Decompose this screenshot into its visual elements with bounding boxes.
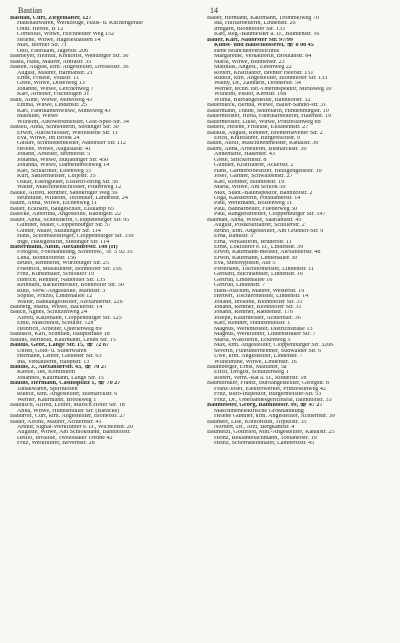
directory-subentry: Brunhilde, Wilhelm, Techniker, Landesstr. 24	[17, 195, 128, 201]
directory-entry: Baukus, August, Rentner, Bremerhavener Str. 2	[207, 130, 323, 136]
directory-subentry: Haushaltwaren, Werkzeuge, Haus- u. Küchengeräte	[17, 21, 143, 27]
directory-subentry: Kunst- und Bauschlosserei, ☏ 8 08 45	[214, 43, 314, 49]
directory-subentry: Maria, Witwe, Am Schloß 50	[214, 185, 286, 191]
directory-subentry: Fritz, Werkführer, Bevernstr. 28	[17, 441, 95, 447]
directory-subentry: Ferdinand, Tischlermeister, Lindenstr. 11	[214, 266, 315, 272]
directory-entry: Baudis, J., Alexanderstr. 43, ☏ 70 27	[10, 365, 107, 370]
directory-subentry: Matthias, Angest., Elbenweg 22	[214, 65, 292, 71]
directory-subentry: Inge, Hausgehilfin, Stedinger Str. 114	[17, 239, 110, 245]
directory-subentry: Hans-Joachim, Maurer, Westerstr. 19	[214, 288, 305, 294]
directory-subentry: Erich, Drogist, Schützenweg 1	[214, 370, 289, 376]
directory-subentry: Joseph, Kaufmeister, Achternstr. 36	[214, 315, 301, 321]
directory-subentry: Wilhelm, Pastor, Kernstr. 168	[214, 92, 287, 98]
directory-subentry: Ida, Hilfsarbeiterin, Lindenstr. 26	[214, 21, 296, 27]
directory-entry: Bastian, Curt, Ziegelhalter, 127	[10, 16, 92, 21]
directory-subentry: Helene, Witwe, Hageleshausen 14	[17, 37, 101, 43]
directory-subentry: Karl, Schlachter, Eibenweg 55	[17, 168, 92, 174]
directory-subentry: Bruno, kfm. Angestellter, Am Grünhof-Str. 9	[214, 228, 324, 234]
left-column	[10, 16, 196, 447]
directory-subentry: Kaffee, Tee, Konfitüren	[17, 370, 75, 376]
directory-subentry: Rudolf, kfm. Angestellter, Bismarckstr. 6	[17, 392, 118, 398]
directory-subentry: Gustav, Schmiedemeister, Nadorster Str. 112	[17, 141, 126, 147]
directory-entry: Baudisch, Alfred, Lehrer, Marsch Hofer Str. 18	[10, 403, 125, 409]
directory-subentry: Hinrich, Rentner, Nadorster Str. 135	[17, 277, 106, 283]
directory-subentry: Helene Günther, kfm. Angestellter, Achternstr. 39	[214, 414, 335, 420]
directory-entry: Bauer, Hermann, Kaufmann, Trommelweg 70	[207, 16, 319, 21]
directory-entry: Baum, Anna, Witwe, Eichenweg 11	[10, 201, 97, 207]
directory-subentry: Gunther, Maler, Cloppenburger Str. 37	[17, 223, 112, 229]
directory-subentry: Eva, Witwe, Im Brook 24	[17, 135, 80, 141]
directory-subentry: Ohm. Hersfe, B 12	[17, 26, 64, 32]
directory-entry: Bauers, Helene, Friseuse, Elisabethstr. 27	[207, 125, 309, 131]
directory-subentry: Mathilde, Witwe	[17, 114, 58, 120]
directory-subentry: Irmgard, Blohnhöfer Str. 133	[214, 26, 285, 32]
directory-subentry: Erna, Bankstr. 5	[214, 234, 254, 240]
directory-subentry: Johannes, Kaufmann, Lange Str. 15	[17, 375, 104, 381]
directory-subentry: Ernst, Lokführer e. D., Lindenstr. 39	[214, 245, 304, 251]
directory-subentry: August, Maurer, Harmanstr. 21	[17, 70, 93, 76]
page-number: 14	[210, 6, 218, 15]
directory-subentry: Waldy, Dr., Zahnarzt, Donnerstr. 54	[214, 81, 301, 87]
directory-subentry: Annemarie, Hakenstr. 43	[214, 152, 275, 158]
directory-entry: Baumberger, Ernst, Maltuner, 5a	[207, 365, 287, 370]
directory-subentry: Oskar, Eisengießer, Elsfleth-Bring Str. 56	[17, 179, 119, 185]
directory-subentry: Karl, Fabrikantenwitwe, Mittelweg 43	[17, 108, 111, 114]
directory-subentry: August, Postkraftfahrer, Schillerstr. 2	[214, 223, 305, 229]
directory-subentry: Robert, Verm.-Rat a. D., Ridderstr. 18	[214, 375, 307, 381]
directory-entry: Baum, Anna, Arbeiterin, Bismarckstr. 30	[207, 146, 307, 152]
directory-subentry: Ina, Verkäuferin, Hauptstr. 13	[17, 359, 90, 365]
directory-entry: Basmeyer, Helmut, Kontorist, Wehdinger Str. 56	[10, 54, 129, 60]
directory-subentry: Reinhard, Bäckermeister, Bohnhöfer Str. 50	[17, 283, 124, 289]
directory-subentry: Johann, Rentner, Raddenstr. 176	[214, 310, 293, 316]
directory-subentry: Magnus, Werkmeister, Dietrichstraße 13	[214, 326, 313, 332]
directory-subentry: Grete, Strickerinstr. 8	[214, 157, 267, 163]
directory-subentry: siehe Branchenverzeichnis	[214, 48, 280, 54]
running-head: Bastian	[18, 6, 42, 15]
directory-subentry: Fritz, Büro-Inspektor, Bürgermeister-Str. 53	[214, 392, 322, 398]
directory-entry: Batsell, Anna, Schneiderin, Stedinger Str. 30	[10, 125, 119, 131]
directory-subentry: Arthur, Signal-Werkführer e. D., Wichelnstr. 20	[17, 424, 134, 430]
directory-subentry: Heinz, Reklamefachmann, Tobianerstr. 19	[214, 435, 317, 441]
directory-subentry: Fritz, Kunstmaler, Schloßtor 19	[17, 272, 95, 278]
directory-subentry: Severin, Fuhrunternehmer, Sudwalder Str. 6	[214, 348, 322, 354]
directory-entry: Bauermann, Traute, Sekretärin, Hindenburgstr. 10	[207, 108, 329, 114]
directory-entry: Basten, August, kfm. Angestellter, Drosselstr. 36	[10, 65, 129, 71]
directory-subentry: Bruno, Rentnerin, Würzburger Str. 25	[17, 261, 110, 267]
directory-entry: Battermann, Albin, Alexanderstr. 148 (H)	[10, 245, 118, 251]
directory-entry: Baudroff, Curt, kfm. Angestellter, Bloherstr. 27	[10, 414, 126, 420]
right-column	[207, 16, 393, 447]
directory-subentry: Fotograf, Fotohandlung, Schreibw., ☏ 5 92 35	[17, 250, 133, 256]
directory-entry: Baudis, Berthold, Kaufmann, Lehen Str. 15	[10, 337, 116, 343]
directory-subentry: Gertrud, Lindenallee 16	[214, 277, 273, 283]
directory-entry: Bauch, Agnes, Schützenweg 24	[10, 310, 88, 316]
directory-subentry: Karl, Rentner, Blumenstr. 19	[214, 179, 285, 185]
directory-subentry: Wilhelm, Autowerkmeister, Graf-Spee-Str. 34	[17, 119, 129, 125]
directory-subentry: Günter, Maler, Staudinger Str. 114	[17, 228, 101, 234]
directory-entry: Bauermeister, Luise, Witwe, Prinzessinweg 88	[207, 119, 321, 125]
directory-entry: Baumetzl, Gottfried, Min.-Angestellter, Kanalstr. 25	[207, 430, 335, 436]
directory-subentry: Lena, Bohnhoferstr. 156	[17, 255, 77, 261]
directory-subentry: Uhren, Gold- u. Silberwaren	[17, 348, 87, 354]
directory-subentry: Emma, Witwe, Lindenstr. 25	[17, 103, 88, 109]
directory-subentry: Olga, Kassiererin, Potsdamerstr. 14	[214, 195, 301, 201]
directory-subentry: Robert, Kraftfahrer, Bremer Heerstr. 151	[214, 70, 314, 76]
directory-subentry: Erwin, Kaufmann, Lindenallee 39	[214, 255, 298, 261]
directory-subentry: Rudolf, kfm. Angestellter, Blohnhöfer Str. 133	[214, 75, 328, 81]
directory-entry: Bauerdieck, Bertha, Witwe, Baller-Sandel-str. 31	[207, 103, 327, 109]
directory-subentry: Magnus, Werkführer, Lindenstraßer Str. 7	[214, 332, 316, 338]
directory-subentry: Gertrud, Lindenstr. 7	[214, 283, 266, 289]
directory-entry: Basta, Hans, Maurer, Antrastr. 35	[10, 59, 92, 65]
directory-subentry: Paul, Werkmann, Bolzenweg 11	[214, 201, 293, 207]
directory-entry: Bath, Aline, Witwe, Mittelweg 43	[10, 97, 93, 103]
directory-subentry: Otto, Fabrikant, Jägerstr. 206	[17, 48, 89, 54]
directory-subentry: Paul, Bahnarbeiter, Fliederweg 50	[214, 206, 298, 212]
directory-entry: Bauke, Alfred, Rentner, Sandkruger Weg 56	[10, 190, 118, 196]
directory-subentry: Walter, Maschinenschlosser, Plütenweg 12	[17, 185, 122, 191]
directory-subentry: Heinrich, Arbeiter, Querlenweg 89	[17, 326, 102, 332]
directory-subentry: Johanne, Witwe, Lerchenweg 7	[17, 86, 94, 92]
directory-entry: Baudis, Hermann, Casinoplatz 1, ☏ 70 27	[10, 381, 121, 387]
directory-subentry: Maria, Witwe, Blumenstr. 23	[214, 59, 285, 65]
directory-subentry: Anna, Witwe, Hundsmüller Str. (Baracke)	[17, 408, 120, 414]
directory-subentry: Maschinenelektrische Großhandlung	[214, 408, 304, 414]
directory-subentry: Ernst, Friseur, Volkstr. 11	[17, 75, 79, 81]
directory-subentry: Johann, Invalide, Blohnhöfer Str. 31	[214, 299, 303, 305]
directory-subentry: Detlef, Invalide, Tweelbäker Tredde 42	[17, 435, 113, 441]
directory-subentry: Johann, Rentner, Blohnhöfer Str. 31	[214, 305, 302, 311]
directory-subentry: Fritz, Dr., Oberlandesgerichtsrat, Bahnhofstr. 33	[214, 397, 332, 403]
directory-subentry: Hermann, Lehrer, Gießener Str. 63	[17, 354, 102, 360]
directory-subentry: Johann, Arbeiter, Bremerstr. 5	[17, 152, 91, 158]
directory-subentry: Walter, Bankangestellter, Alexanderstr. 226	[17, 299, 123, 305]
directory-subentry: Auguste, Witwe, Am Schlokstand, Bahnhofstr.	[17, 430, 131, 436]
directory-subentry: Uwe, kfm. Angestellter, Lindenstr. 7	[214, 354, 303, 360]
directory-entry: Baudis, Gebr., Lange Str. 15, ☏ 72 87	[10, 343, 109, 349]
directory-entry: Bauermeister, Herta, Fabrikarbeiterin, Hafenstr. 19	[207, 114, 331, 120]
directory-subentry: Gerhard, Buchhändler, Lindenstr. 16	[214, 272, 304, 278]
directory-subentry: Sophie, Pritzel, Lindenallee 12	[17, 294, 93, 300]
directory-subentry: Max, Bremer Str. 71	[17, 43, 67, 49]
directory-entry: Baudach, Karl, Schmied, Hauptstraße 18	[10, 332, 110, 338]
directory-subentry: Margarethe, Verkäuferin, Broulanstr. 84	[214, 54, 312, 60]
directory-subentry: Hans, Schornsteinfeger, Cloppenburger Str. 339	[17, 234, 134, 240]
directory-subentry: Franz-Josef, Elektrowerker, Prinzessinweg 42	[214, 386, 326, 392]
directory-subentry: Karl, Rentner, Hundsmühlstr. 1	[214, 321, 291, 327]
directory-subentry: Heinz, Schornsteinmaler, Lambertistr. 45	[214, 441, 315, 447]
directory-subentry: Maria, Wäscherin, Eckenweg 5	[214, 337, 291, 343]
directory-entry: Bäsicke, Albertina, Angestellte, Rädingstr. 22	[10, 212, 122, 218]
directory-entry: Baum, Adolf, Maschinenmeister, Kanalstr. 30	[207, 141, 319, 147]
directory-entry: Bauer, Anna, Schneiderin, Cloppenburger Str. 95	[10, 217, 130, 223]
directory-subentry: Norbert, Dr., Arzt, Bergkamstr. 4	[214, 424, 295, 430]
directory-entry: Bauberg, Marta, Witwe, Bäckerstr. 14	[10, 305, 103, 311]
directory-subentry: Alfred, Kaufmann, Cloppenburger Str. 125	[17, 315, 122, 321]
directory-subentry: Emil, Maschinist, Schulstr. 12b	[17, 321, 94, 327]
directory-subentry: Grete, Witwe, Distelweg 13	[17, 81, 85, 87]
directory-entry: Bauman, Anna, Witwe, Saarlandstr. 45	[207, 217, 302, 223]
directory-subentry: Johanna, Witwe, Butjadinger Str. 450	[17, 157, 109, 163]
directory-subentry: Paul, Rangierarbeiter, Cloppenburger Str. 147	[214, 212, 326, 218]
directory-subentry: Max, kfm. Angestellter, Cloppenburger Str. 3206	[214, 343, 334, 349]
directory-subentry: Eva, Stenotypistin, Auf 5	[214, 261, 276, 267]
directory-entry: Baumert, Lise, Kontoristin, Tirpitzstr. 35	[207, 419, 307, 425]
directory-subentry: Erwin, Autoschlosser, Wiefelstede Str. 11	[17, 130, 118, 136]
directory-subentry: Erna, Verkäuferin, Bruderstr. 11	[214, 239, 292, 245]
directory-entry: Bauer, Karl, Nadorster Str. 97/99	[207, 37, 293, 43]
directory-subentry: Kurt, Sattlermeister, Lütjestr. 35	[17, 174, 96, 180]
directory-subentry: Herbert, Tischlermeister, Lindenstr. 14	[214, 294, 309, 300]
directory-subentry: Werner, Kaufmann, Brookweg 1	[17, 397, 97, 403]
directory-subentry: Werner, techn. Bb.-Oberinspektor, Mirusweg 10	[214, 86, 332, 92]
directory-subentry: Ruth, Verw.-Angestellte, Marktstr. 3	[17, 288, 106, 294]
directory-subentry: Erwin, Kaufmann-meister, Alexanderstr. 48	[214, 250, 321, 256]
directory-subentry: Max, Stadt.-Bauinspektor, Bahnhofstr. 2	[214, 190, 313, 196]
directory-subentry: Josef, Gärtner, Schwalbenstr. 27	[214, 174, 293, 180]
directory-subentry: Helene, Witwe, Augustastr. 41	[17, 146, 92, 152]
directory-entry: Baumeister, Georg, Bahnhofstr. 99, ☏ 47 27	[207, 403, 323, 409]
directory-entry: Bauer, Eckhard, Baugeschäft, Ellikamp 65	[10, 206, 114, 212]
directory-subentry: Friedrich, Musiklehrer, Bohnhöfer Str. 156	[17, 266, 122, 272]
directory-subentry: Karl, Arbeiter, Fischbogen 31	[17, 92, 90, 98]
directory-entry: Baumbruker, Frantz, Büroangestellter, Georgstr. 8	[207, 381, 329, 387]
directory-subentry: Erich, Kraftfahrer, Bürgereschstr. 9	[214, 135, 300, 141]
directory-subentry: Wilhelmine, Witwe, Lindenstr. 16	[214, 359, 297, 365]
directory-subentry: Wilma, Büroangestellte, Bahnhofstr. 12	[214, 97, 311, 103]
directory-subentry: Gunther, Kraftfahrer, Ackerstr. 2	[214, 163, 294, 169]
directory-subentry: Tabakwaren, Spirituosen	[17, 386, 78, 392]
directory-entry: Bauer, Alfons, Maurer, Achternstr. 41	[10, 419, 102, 425]
directory-subentry: Hans, Gärtnereibesitzer, Heiligengeiststr. 10	[214, 168, 322, 174]
directory-subentry: Johanna, Witwe, Dannenbrechweg 14	[17, 163, 110, 169]
directory-subentry: Cornelius, Witwe, Hochheider Weg 152	[17, 32, 115, 38]
directory-subentry: Karl, Reg.-Baumeister a. D., Blumenstr. 16	[214, 32, 320, 38]
